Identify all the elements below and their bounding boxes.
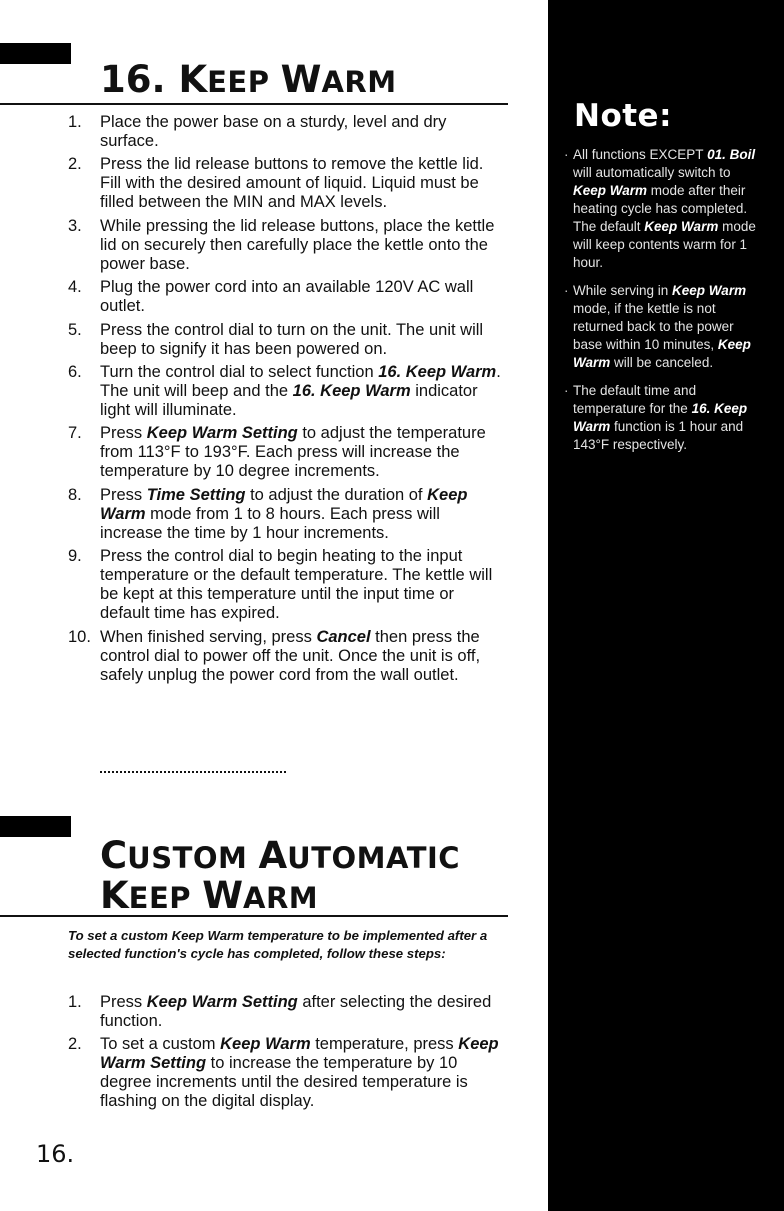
note-item (564, 146, 764, 272)
emphasis-text: 01. Boil (707, 147, 756, 162)
text-run: While pressing the lid release buttons, place the kettle lid on securely then carefully place the kettle onto the power base. (100, 216, 495, 273)
text-run: to increase the temperature by 10 degree increments until the desired temperature is flashing on the digital display. (100, 1054, 468, 1111)
step-number: 10. (68, 627, 91, 646)
text-run: to adjust the duration of (245, 485, 428, 504)
step-item (68, 278, 504, 316)
step-item (68, 321, 504, 359)
note-sidebar (548, 0, 784, 1211)
section-intro: To set a custom Keep Warm temperature to be implemented after a selected function's cycle has completed, follow these steps: (68, 928, 488, 961)
emphasis-text: 16. Keep Warm (292, 381, 411, 400)
text-run: Press (100, 424, 147, 443)
text-run: to adjust the temperature from 113°F to 193°F. Each press will increase the temperature by 10 degree increments. (100, 424, 486, 481)
text-run: will be canceled. (610, 355, 714, 370)
step-number: 8. (68, 485, 82, 504)
step-number: 3. (68, 216, 82, 235)
step-item (68, 628, 504, 685)
text-run: Press (100, 485, 147, 504)
step-item (68, 1035, 504, 1111)
text-run: Place the power base on a sturdy, level and dry surface. (100, 113, 447, 150)
text-run: after selecting the desired function. (100, 993, 492, 1030)
step-number: 2. (68, 155, 82, 174)
emphasis-text: Keep Warm (672, 283, 747, 298)
text-run: mode after their heating cycle has completed. The default (573, 183, 748, 234)
step-number: 4. (68, 278, 82, 297)
step-item (68, 363, 504, 420)
text-run: Press the control dial to turn on the unit. The unit will beep to signify it has been powered on. (100, 320, 484, 358)
note-item (564, 282, 764, 372)
emphasis-text: Keep Warm (220, 1035, 311, 1054)
title-underline (0, 915, 508, 917)
step-item (68, 155, 504, 212)
step-number: 9. (68, 547, 82, 566)
step-number: 7. (68, 424, 82, 443)
emphasis-text: Keep Warm Setting (100, 1035, 499, 1073)
section-title-keep-warm: 16. KEEP WARM (100, 58, 397, 101)
step-number: 6. (68, 362, 82, 381)
emphasis-text: Keep Warm (644, 219, 719, 234)
text-run: Press (100, 993, 147, 1011)
text-run: mode from 1 to 8 hours. Each press will increase the time by 1 hour increments. (100, 504, 440, 542)
text-run: To set a custom (100, 1035, 221, 1054)
text-run: will automatically switch to (573, 165, 731, 180)
step-item (68, 217, 504, 274)
section-marker-bar (0, 816, 71, 837)
text-run: Press the control dial to begin heating to the input temperature or the default temperature. The kettle will be kept at this temperature until the input time or default time has expired. (100, 547, 493, 623)
text-run: When finished serving, press (100, 627, 317, 646)
text-run: mode, if the kettle is not returned back to the power base within 10 minutes, (573, 301, 734, 352)
note-list (564, 146, 764, 464)
text-run: then press the control dial to power off the unit. Once the unit is off, safely unplug the power cord from the wall outlet. (100, 627, 481, 684)
step-item (68, 113, 504, 151)
text-run: Press the lid release buttons to remove the kettle lid. Fill with the desired amount of liquid. Liquid must be filled between the MIN and MAX levels. (100, 155, 484, 212)
emphasis-text: Time Setting (146, 485, 246, 504)
step-number: 1. (68, 993, 82, 1011)
text-run: . The unit will beep and the (100, 362, 501, 400)
emphasis-text: Keep Warm (100, 485, 468, 523)
step-number: 5. (68, 320, 82, 339)
page-number: 16. (36, 1140, 75, 1168)
emphasis-text: Keep Warm (573, 337, 751, 370)
step-number: 2. (68, 1035, 82, 1054)
section-title-custom-automatic-keep-warm: CUSTOM AUTOMATIC KEEP WARM (100, 834, 461, 917)
text-run: function is 1 hour and 143°F respectively. (573, 419, 744, 452)
text-run: mode will keep contents warm for 1 hour. (573, 219, 756, 270)
text-run: While serving in (573, 283, 673, 298)
text-run: Turn the control dial to select function (100, 362, 379, 381)
section-marker-bar (0, 43, 71, 64)
step-item (68, 993, 504, 1031)
text-run: The default time and temperature for the (573, 383, 697, 416)
note-title: Note: (574, 98, 672, 134)
emphasis-text: 16. Keep Warm (378, 362, 497, 381)
emphasis-text: Keep Warm Setting (146, 424, 298, 443)
text-run: indicator light will illuminate. (100, 381, 478, 419)
title-underline (0, 103, 508, 105)
dotted-divider (100, 771, 286, 773)
emphasis-text: Cancel (316, 627, 371, 646)
keep-warm-steps-list (68, 113, 504, 689)
step-item (68, 424, 504, 481)
emphasis-text: 16. Keep Warm (573, 401, 748, 434)
text-run: temperature, press (310, 1035, 459, 1054)
text-run: All functions EXCEPT (573, 147, 708, 162)
emphasis-text: Keep Warm Setting (146, 993, 298, 1011)
step-item (68, 547, 504, 623)
step-item (68, 486, 504, 543)
step-number: 1. (68, 113, 82, 131)
custom-keep-warm-steps-list (68, 993, 504, 1116)
note-item (564, 382, 764, 454)
emphasis-text: Keep Warm (573, 183, 648, 198)
text-run: Plug the power cord into an available 120V AC wall outlet. (100, 278, 474, 316)
